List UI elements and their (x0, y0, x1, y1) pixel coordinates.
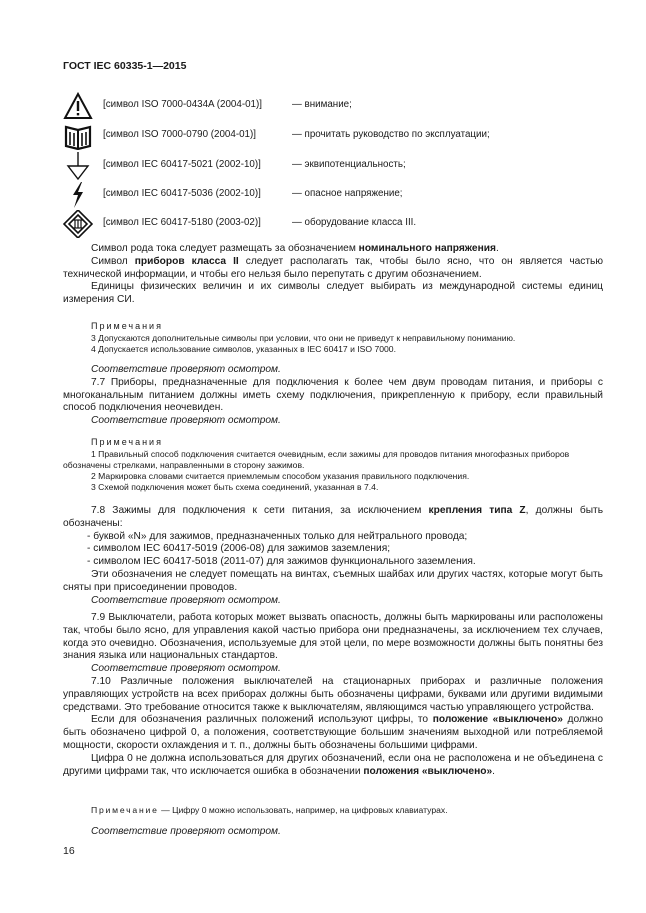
symbol-desc: — прочитать руководство по эксплуатации; (292, 129, 490, 140)
paragraph-7-9: 7.9 Выключатели, работа которых может вызвать опасность, должны быть маркированы или расположены так, чтобы было ясно, для управления какой частью прибора они предназначены, за исключением тех случаев, когда это очевидно. Обозначения, используемые для этой цели, по мере возможности должны быть понятны без знания языка или национальных стандартов. (63, 612, 603, 662)
list-item: - символом IEC 60417-5018 (2011-07) для зажимов функционального заземления. (87, 556, 476, 568)
notes-heading: Примечания (91, 437, 163, 447)
list-item: - буквой «N» для зажимов, предназначенных только для нейтрального провода; (87, 530, 468, 542)
section-symbols-text (63, 243, 603, 307)
note-item: 4 Допускается использование символов, указанных в IEC 60417 и ISO 7000. (91, 343, 396, 354)
symbol-ref: [символ ISO 7000-0790 (2004-01)] (103, 129, 256, 140)
paragraph-7-8: 7.8 Зажимы для подключения к сети питания, за исключением крепления типа Z, должны быть обозначены: (63, 505, 604, 529)
note-item: 3 Схемой подключения может быть схема соединений, указанная в 7.4. (91, 481, 379, 492)
section-end (63, 826, 603, 839)
compliance-text: Соответствие проверяют осмотром. (91, 663, 281, 675)
symbol-row-warning (63, 92, 603, 120)
equipotential-icon (63, 152, 93, 180)
document-header: ГОСТ IEC 60335-1—2015 (63, 60, 187, 72)
symbol-desc: — оборудование класса III. (292, 217, 417, 228)
warning-triangle-icon (63, 92, 93, 120)
symbol-desc: — опасное напряжение; (292, 188, 403, 199)
symbol-ref: [символ IEC 60417-5036 (2002-10)] (103, 188, 261, 199)
compliance-text: Соответствие проверяют осмотром. (91, 415, 281, 427)
symbol-desc: — внимание; (292, 99, 352, 110)
note-item: 2 Маркировка словами считается приемлемым способом указания правильного подключения. (91, 470, 470, 481)
symbol-ref: [символ ISO 7000-0434A (2004-01)] (103, 99, 262, 110)
symbol-row-manual (63, 122, 603, 150)
paragraph-class-ii: Символ приборов класса II следует располагать так, чтобы было ясно, что он является частью технической информации, и чтобы его нельзя было перепутать с другим обозначением. (63, 255, 604, 280)
dangerous-voltage-icon (63, 181, 93, 209)
paragraph-7-10: 7.10 Различные положения выключателей на стационарных приборах и различные положения управляющих устройств на всех приборах должны быть обозначены цифрами, буквами или другими видимыми средствами. Это требование относится также к выключателям, являющимся частью управляющего устройства. (63, 676, 603, 713)
notes-block-2 (63, 436, 603, 493)
note-item: Примечание — Цифру 0 можно использовать, например, на цифровых клавиатурах. (91, 805, 448, 815)
symbol-ref: [символ IEC 60417-5021 (2002-10)] (103, 159, 261, 170)
section-7-9 (63, 612, 603, 676)
paragraph-7-10-off: Если для обозначения различных положений используют цифры, то положение «выключено» должно быть обозначено цифрой 0, а положения, соответствующие большим значениям выходной или потребляемой мощности, скорости охлаждения и т. п., должны быть обозначены большими цифрами. (63, 714, 603, 751)
paragraph-7-8-note: Эти обозначения не следует помещать на винтах, съемных шайбах или других частях, которые могут быть сняты при присоединении проводов. (63, 568, 603, 593)
paragraph-current-symbol: Символ рода тока следует размещать за обозначением номинального напряжения. (91, 243, 499, 254)
symbol-row-dangerous-voltage (63, 181, 603, 209)
compliance-text: Соответствие проверяют осмотром. (91, 826, 281, 837)
section-7-10 (63, 676, 603, 778)
symbol-row-equipotential (63, 152, 603, 180)
symbol-ref: [символ IEC 60417-5180 (2003-02)] (103, 217, 261, 228)
class-iii-icon (63, 210, 93, 238)
note-item: 3 Допускаются дополнительные символы при условии, что они не приведут к неправильному пониманию. (91, 332, 516, 343)
compliance-text: Соответствие проверяют осмотром. (91, 364, 281, 375)
paragraph-7-7: 7.7 Приборы, предназначенные для подключения к более чем двум проводам питания, и приборы с многоканальным питанием должны иметь схему подключения, прикрепленную к прибору, если правильный способ подключения неочевиден. (63, 376, 603, 414)
section-7-7 (63, 364, 603, 428)
note-last (63, 805, 603, 816)
section-7-8 (63, 505, 603, 607)
note-item: 1 Правильный способ подключения считается очевидным, если зажимы для проводов питания многофазных приборов обозначены стрелками, направленными в сторону зажимов. (63, 448, 570, 470)
notes-block-1 (63, 320, 603, 355)
manual-book-icon (63, 122, 93, 150)
list-item: - символом IEC 60417-5019 (2006-08) для зажимов заземления; (87, 543, 391, 555)
compliance-text: Соответствие проверяют осмотром. (91, 594, 281, 606)
notes-heading: Примечания (91, 321, 163, 331)
page-number: 16 (63, 845, 75, 857)
paragraph-units: Единицы физических величин и их символы следует выбирать из международной системы единиц измерения СИ. (63, 281, 603, 306)
symbol-desc: — эквипотенциальность; (292, 159, 406, 170)
paragraph-7-10-zero: Цифра 0 не должна использоваться для других обозначений, если она не расположена и не объединена с другими цифрами так, что исключается ошибка в обозначении положения «выключено». (63, 752, 603, 777)
symbol-row-class-iii (63, 210, 603, 238)
